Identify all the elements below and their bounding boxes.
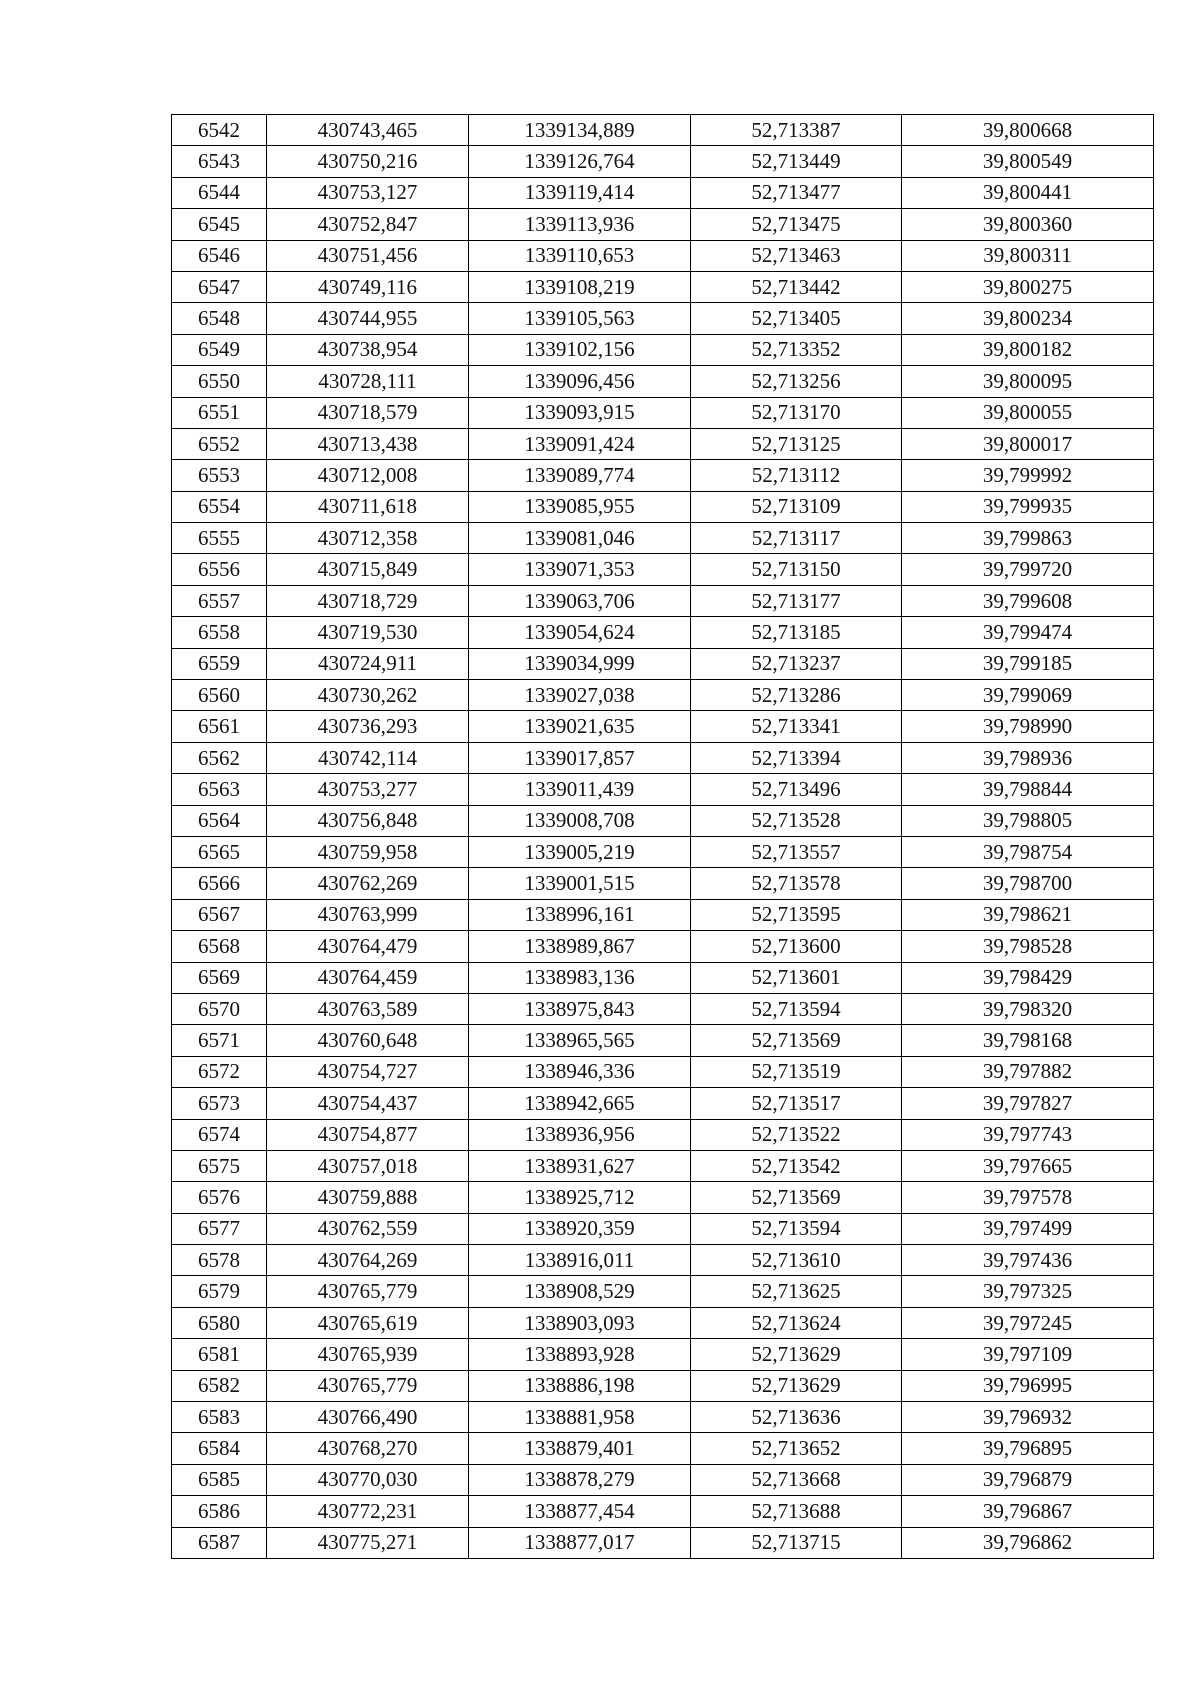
x-coordinate-cell: 430754,877: [267, 1119, 469, 1150]
longitude-cell: 39,800017: [902, 428, 1154, 459]
point-number-cell: 6575: [172, 1150, 267, 1181]
longitude-cell: 39,797743: [902, 1119, 1154, 1150]
x-coordinate-cell: 430766,490: [267, 1402, 469, 1433]
longitude-cell: 39,798844: [902, 774, 1154, 805]
y-coordinate-cell: 1339085,955: [469, 491, 691, 522]
longitude-cell: 39,800549: [902, 146, 1154, 177]
point-number-cell: 6571: [172, 1025, 267, 1056]
y-coordinate-cell: 1339110,653: [469, 240, 691, 271]
point-number-cell: 6560: [172, 680, 267, 711]
point-number-cell: 6544: [172, 177, 267, 208]
point-number-cell: 6559: [172, 648, 267, 679]
y-coordinate-cell: 1339102,156: [469, 334, 691, 365]
latitude-cell: 52,713256: [691, 366, 902, 397]
point-number-cell: 6584: [172, 1433, 267, 1464]
table-row: [172, 899, 1154, 930]
y-coordinate-cell: 1338931,627: [469, 1150, 691, 1181]
latitude-cell: 52,713150: [691, 554, 902, 585]
point-number-cell: 6576: [172, 1182, 267, 1213]
y-coordinate-cell: 1339011,439: [469, 774, 691, 805]
y-coordinate-cell: 1338881,958: [469, 1402, 691, 1433]
longitude-cell: 39,799474: [902, 617, 1154, 648]
longitude-cell: 39,798754: [902, 836, 1154, 867]
latitude-cell: 52,713519: [691, 1056, 902, 1087]
point-number-cell: 6555: [172, 523, 267, 554]
latitude-cell: 52,713610: [691, 1245, 902, 1276]
table-row: [172, 1025, 1154, 1056]
table-row: [172, 1464, 1154, 1495]
table-row: [172, 742, 1154, 773]
x-coordinate-cell: 430724,911: [267, 648, 469, 679]
latitude-cell: 52,713625: [691, 1276, 902, 1307]
longitude-cell: 39,799992: [902, 460, 1154, 491]
table-row: [172, 177, 1154, 208]
x-coordinate-cell: 430743,465: [267, 115, 469, 146]
table-row: [172, 836, 1154, 867]
x-coordinate-cell: 430713,438: [267, 428, 469, 459]
point-number-cell: 6558: [172, 617, 267, 648]
point-number-cell: 6577: [172, 1213, 267, 1244]
x-coordinate-cell: 430754,437: [267, 1088, 469, 1119]
point-number-cell: 6579: [172, 1276, 267, 1307]
longitude-cell: 39,800668: [902, 115, 1154, 146]
table-row: [172, 711, 1154, 742]
y-coordinate-cell: 1339081,046: [469, 523, 691, 554]
point-number-cell: 6556: [172, 554, 267, 585]
point-number-cell: 6565: [172, 836, 267, 867]
table-row: [172, 1339, 1154, 1370]
y-coordinate-cell: 1339089,774: [469, 460, 691, 491]
y-coordinate-cell: 1339034,999: [469, 648, 691, 679]
longitude-cell: 39,800234: [902, 303, 1154, 334]
point-number-cell: 6572: [172, 1056, 267, 1087]
table-row: [172, 1370, 1154, 1401]
longitude-cell: 39,796862: [902, 1527, 1154, 1558]
y-coordinate-cell: 1339126,764: [469, 146, 691, 177]
point-number-cell: 6574: [172, 1119, 267, 1150]
latitude-cell: 52,713170: [691, 397, 902, 428]
point-number-cell: 6547: [172, 271, 267, 302]
y-coordinate-cell: 1339005,219: [469, 836, 691, 867]
x-coordinate-cell: 430772,231: [267, 1496, 469, 1527]
table-row: [172, 397, 1154, 428]
point-number-cell: 6569: [172, 962, 267, 993]
y-coordinate-cell: 1338925,712: [469, 1182, 691, 1213]
table-row: [172, 366, 1154, 397]
table-row: [172, 523, 1154, 554]
longitude-cell: 39,796995: [902, 1370, 1154, 1401]
latitude-cell: 52,713112: [691, 460, 902, 491]
table-row: [172, 648, 1154, 679]
y-coordinate-cell: 1339093,915: [469, 397, 691, 428]
longitude-cell: 39,798621: [902, 899, 1154, 930]
y-coordinate-cell: 1339108,219: [469, 271, 691, 302]
y-coordinate-cell: 1338886,198: [469, 1370, 691, 1401]
x-coordinate-cell: 430768,270: [267, 1433, 469, 1464]
latitude-cell: 52,713715: [691, 1527, 902, 1558]
longitude-cell: 39,797109: [902, 1339, 1154, 1370]
point-number-cell: 6581: [172, 1339, 267, 1370]
y-coordinate-cell: 1339091,424: [469, 428, 691, 459]
coordinates-table: [171, 114, 1154, 1559]
x-coordinate-cell: 430719,530: [267, 617, 469, 648]
table-row: [172, 1245, 1154, 1276]
point-number-cell: 6551: [172, 397, 267, 428]
latitude-cell: 52,713517: [691, 1088, 902, 1119]
table-row: [172, 303, 1154, 334]
longitude-cell: 39,798990: [902, 711, 1154, 742]
longitude-cell: 39,799185: [902, 648, 1154, 679]
longitude-cell: 39,798528: [902, 931, 1154, 962]
y-coordinate-cell: 1338878,279: [469, 1464, 691, 1495]
latitude-cell: 52,713496: [691, 774, 902, 805]
longitude-cell: 39,799863: [902, 523, 1154, 554]
x-coordinate-cell: 430762,559: [267, 1213, 469, 1244]
y-coordinate-cell: 1338877,017: [469, 1527, 691, 1558]
table-row: [172, 554, 1154, 585]
latitude-cell: 52,713387: [691, 115, 902, 146]
x-coordinate-cell: 430712,358: [267, 523, 469, 554]
table-row: [172, 1150, 1154, 1181]
y-coordinate-cell: 1338996,161: [469, 899, 691, 930]
point-number-cell: 6570: [172, 993, 267, 1024]
latitude-cell: 52,713109: [691, 491, 902, 522]
y-coordinate-cell: 1338946,336: [469, 1056, 691, 1087]
y-coordinate-cell: 1339119,414: [469, 177, 691, 208]
longitude-cell: 39,796879: [902, 1464, 1154, 1495]
table-row: [172, 1433, 1154, 1464]
table-row: [172, 1119, 1154, 1150]
latitude-cell: 52,713405: [691, 303, 902, 334]
table-row: [172, 1088, 1154, 1119]
latitude-cell: 52,713601: [691, 962, 902, 993]
x-coordinate-cell: 430759,958: [267, 836, 469, 867]
y-coordinate-cell: 1339027,038: [469, 680, 691, 711]
table-row: [172, 805, 1154, 836]
y-coordinate-cell: 1339001,515: [469, 868, 691, 899]
latitude-cell: 52,713341: [691, 711, 902, 742]
longitude-cell: 39,798700: [902, 868, 1154, 899]
longitude-cell: 39,798168: [902, 1025, 1154, 1056]
latitude-cell: 52,713594: [691, 993, 902, 1024]
y-coordinate-cell: 1339054,624: [469, 617, 691, 648]
x-coordinate-cell: 430728,111: [267, 366, 469, 397]
longitude-cell: 39,799720: [902, 554, 1154, 585]
table-row: [172, 240, 1154, 271]
latitude-cell: 52,713624: [691, 1307, 902, 1338]
longitude-cell: 39,797499: [902, 1213, 1154, 1244]
latitude-cell: 52,713629: [691, 1339, 902, 1370]
longitude-cell: 39,797665: [902, 1150, 1154, 1181]
point-number-cell: 6566: [172, 868, 267, 899]
x-coordinate-cell: 430762,269: [267, 868, 469, 899]
longitude-cell: 39,796895: [902, 1433, 1154, 1464]
x-coordinate-cell: 430759,888: [267, 1182, 469, 1213]
table-row: [172, 617, 1154, 648]
longitude-cell: 39,797882: [902, 1056, 1154, 1087]
longitude-cell: 39,798936: [902, 742, 1154, 773]
table-row: [172, 1496, 1154, 1527]
x-coordinate-cell: 430749,116: [267, 271, 469, 302]
latitude-cell: 52,713668: [691, 1464, 902, 1495]
y-coordinate-cell: 1339063,706: [469, 585, 691, 616]
latitude-cell: 52,713125: [691, 428, 902, 459]
y-coordinate-cell: 1338965,565: [469, 1025, 691, 1056]
longitude-cell: 39,800182: [902, 334, 1154, 365]
point-number-cell: 6582: [172, 1370, 267, 1401]
latitude-cell: 52,713185: [691, 617, 902, 648]
latitude-cell: 52,713463: [691, 240, 902, 271]
longitude-cell: 39,798320: [902, 993, 1154, 1024]
y-coordinate-cell: 1338920,359: [469, 1213, 691, 1244]
table-row: [172, 1276, 1154, 1307]
table-row: [172, 868, 1154, 899]
latitude-cell: 52,713522: [691, 1119, 902, 1150]
y-coordinate-cell: 1339105,563: [469, 303, 691, 334]
table-row: [172, 1527, 1154, 1558]
table-row: [172, 1056, 1154, 1087]
point-number-cell: 6567: [172, 899, 267, 930]
latitude-cell: 52,713394: [691, 742, 902, 773]
x-coordinate-cell: 430751,456: [267, 240, 469, 271]
latitude-cell: 52,713237: [691, 648, 902, 679]
x-coordinate-cell: 430765,779: [267, 1276, 469, 1307]
table-row: [172, 146, 1154, 177]
latitude-cell: 52,713352: [691, 334, 902, 365]
longitude-cell: 39,796867: [902, 1496, 1154, 1527]
point-number-cell: 6554: [172, 491, 267, 522]
point-number-cell: 6580: [172, 1307, 267, 1338]
x-coordinate-cell: 430760,648: [267, 1025, 469, 1056]
coordinates-table-body: [172, 115, 1154, 1559]
x-coordinate-cell: 430711,618: [267, 491, 469, 522]
point-number-cell: 6557: [172, 585, 267, 616]
x-coordinate-cell: 430764,269: [267, 1245, 469, 1276]
y-coordinate-cell: 1338989,867: [469, 931, 691, 962]
y-coordinate-cell: 1338908,529: [469, 1276, 691, 1307]
point-number-cell: 6553: [172, 460, 267, 491]
table-row: [172, 1213, 1154, 1244]
y-coordinate-cell: 1339071,353: [469, 554, 691, 585]
point-number-cell: 6583: [172, 1402, 267, 1433]
x-coordinate-cell: 430753,277: [267, 774, 469, 805]
longitude-cell: 39,797827: [902, 1088, 1154, 1119]
y-coordinate-cell: 1339096,456: [469, 366, 691, 397]
x-coordinate-cell: 430736,293: [267, 711, 469, 742]
x-coordinate-cell: 430744,955: [267, 303, 469, 334]
latitude-cell: 52,713594: [691, 1213, 902, 1244]
point-number-cell: 6561: [172, 711, 267, 742]
longitude-cell: 39,797436: [902, 1245, 1154, 1276]
table-row: [172, 585, 1154, 616]
y-coordinate-cell: 1339113,936: [469, 209, 691, 240]
x-coordinate-cell: 430750,216: [267, 146, 469, 177]
point-number-cell: 6549: [172, 334, 267, 365]
latitude-cell: 52,713449: [691, 146, 902, 177]
latitude-cell: 52,713442: [691, 271, 902, 302]
longitude-cell: 39,797245: [902, 1307, 1154, 1338]
x-coordinate-cell: 430763,999: [267, 899, 469, 930]
y-coordinate-cell: 1338893,928: [469, 1339, 691, 1370]
table-row: [172, 271, 1154, 302]
latitude-cell: 52,713528: [691, 805, 902, 836]
table-row: [172, 1182, 1154, 1213]
point-number-cell: 6548: [172, 303, 267, 334]
longitude-cell: 39,796932: [902, 1402, 1154, 1433]
y-coordinate-cell: 1338879,401: [469, 1433, 691, 1464]
point-number-cell: 6568: [172, 931, 267, 962]
longitude-cell: 39,800360: [902, 209, 1154, 240]
x-coordinate-cell: 430715,849: [267, 554, 469, 585]
latitude-cell: 52,713477: [691, 177, 902, 208]
point-number-cell: 6564: [172, 805, 267, 836]
latitude-cell: 52,713475: [691, 209, 902, 240]
latitude-cell: 52,713542: [691, 1150, 902, 1181]
longitude-cell: 39,800055: [902, 397, 1154, 428]
point-number-cell: 6586: [172, 1496, 267, 1527]
point-number-cell: 6552: [172, 428, 267, 459]
longitude-cell: 39,800441: [902, 177, 1154, 208]
point-number-cell: 6546: [172, 240, 267, 271]
x-coordinate-cell: 430738,954: [267, 334, 469, 365]
x-coordinate-cell: 430742,114: [267, 742, 469, 773]
table-row: [172, 1307, 1154, 1338]
x-coordinate-cell: 430712,008: [267, 460, 469, 491]
x-coordinate-cell: 430754,727: [267, 1056, 469, 1087]
table-row: [172, 460, 1154, 491]
x-coordinate-cell: 430757,018: [267, 1150, 469, 1181]
table-row: [172, 334, 1154, 365]
point-number-cell: 6542: [172, 115, 267, 146]
latitude-cell: 52,713629: [691, 1370, 902, 1401]
point-number-cell: 6545: [172, 209, 267, 240]
latitude-cell: 52,713286: [691, 680, 902, 711]
point-number-cell: 6550: [172, 366, 267, 397]
y-coordinate-cell: 1338916,011: [469, 1245, 691, 1276]
latitude-cell: 52,713636: [691, 1402, 902, 1433]
latitude-cell: 52,713578: [691, 868, 902, 899]
table-row: [172, 428, 1154, 459]
x-coordinate-cell: 430730,262: [267, 680, 469, 711]
point-number-cell: 6563: [172, 774, 267, 805]
table-row: [172, 209, 1154, 240]
table-row: [172, 993, 1154, 1024]
longitude-cell: 39,800095: [902, 366, 1154, 397]
x-coordinate-cell: 430765,939: [267, 1339, 469, 1370]
latitude-cell: 52,713595: [691, 899, 902, 930]
y-coordinate-cell: 1338903,093: [469, 1307, 691, 1338]
point-number-cell: 6578: [172, 1245, 267, 1276]
latitude-cell: 52,713557: [691, 836, 902, 867]
table-row: [172, 680, 1154, 711]
table-row: [172, 962, 1154, 993]
y-coordinate-cell: 1338983,136: [469, 962, 691, 993]
longitude-cell: 39,799608: [902, 585, 1154, 616]
table-row: [172, 931, 1154, 962]
x-coordinate-cell: 430763,589: [267, 993, 469, 1024]
table-row: [172, 1402, 1154, 1433]
x-coordinate-cell: 430764,459: [267, 962, 469, 993]
y-coordinate-cell: 1338942,665: [469, 1088, 691, 1119]
latitude-cell: 52,713688: [691, 1496, 902, 1527]
longitude-cell: 39,800275: [902, 271, 1154, 302]
point-number-cell: 6587: [172, 1527, 267, 1558]
x-coordinate-cell: 430718,729: [267, 585, 469, 616]
table-row: [172, 115, 1154, 146]
x-coordinate-cell: 430753,127: [267, 177, 469, 208]
y-coordinate-cell: 1338877,454: [469, 1496, 691, 1527]
x-coordinate-cell: 430718,579: [267, 397, 469, 428]
x-coordinate-cell: 430752,847: [267, 209, 469, 240]
longitude-cell: 39,798429: [902, 962, 1154, 993]
latitude-cell: 52,713569: [691, 1025, 902, 1056]
y-coordinate-cell: 1339017,857: [469, 742, 691, 773]
x-coordinate-cell: 430775,271: [267, 1527, 469, 1558]
y-coordinate-cell: 1338975,843: [469, 993, 691, 1024]
table-row: [172, 774, 1154, 805]
latitude-cell: 52,713569: [691, 1182, 902, 1213]
longitude-cell: 39,799069: [902, 680, 1154, 711]
x-coordinate-cell: 430764,479: [267, 931, 469, 962]
latitude-cell: 52,713117: [691, 523, 902, 554]
point-number-cell: 6573: [172, 1088, 267, 1119]
point-number-cell: 6543: [172, 146, 267, 177]
point-number-cell: 6585: [172, 1464, 267, 1495]
x-coordinate-cell: 430756,848: [267, 805, 469, 836]
longitude-cell: 39,797325: [902, 1276, 1154, 1307]
longitude-cell: 39,798805: [902, 805, 1154, 836]
longitude-cell: 39,799935: [902, 491, 1154, 522]
y-coordinate-cell: 1339134,889: [469, 115, 691, 146]
x-coordinate-cell: 430765,619: [267, 1307, 469, 1338]
y-coordinate-cell: 1339008,708: [469, 805, 691, 836]
x-coordinate-cell: 430770,030: [267, 1464, 469, 1495]
longitude-cell: 39,800311: [902, 240, 1154, 271]
point-number-cell: 6562: [172, 742, 267, 773]
latitude-cell: 52,713177: [691, 585, 902, 616]
longitude-cell: 39,797578: [902, 1182, 1154, 1213]
y-coordinate-cell: 1338936,956: [469, 1119, 691, 1150]
y-coordinate-cell: 1339021,635: [469, 711, 691, 742]
latitude-cell: 52,713652: [691, 1433, 902, 1464]
x-coordinate-cell: 430765,779: [267, 1370, 469, 1401]
latitude-cell: 52,713600: [691, 931, 902, 962]
table-row: [172, 491, 1154, 522]
